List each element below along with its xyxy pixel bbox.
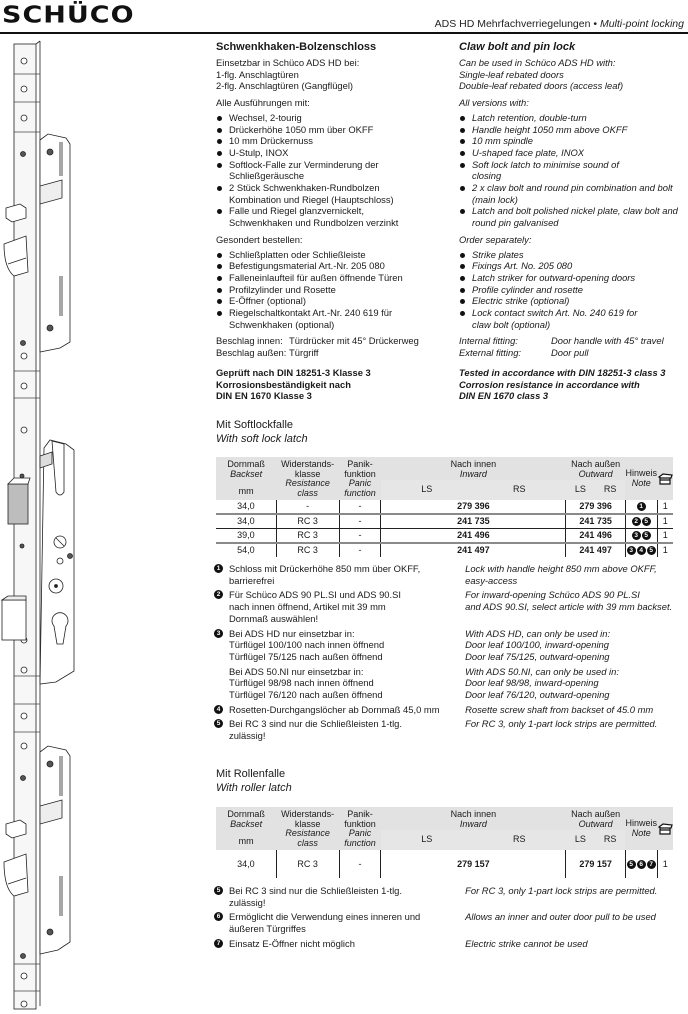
note-markers: 1	[625, 500, 657, 514]
col-package	[657, 457, 673, 500]
table-row: 34,0 - - 279 396 279 396 1 1	[216, 500, 673, 514]
versions-heading-en: All versions with:	[459, 97, 529, 109]
article-number-outward: 279 396	[566, 500, 626, 514]
note-markers: 3 5	[625, 529, 657, 544]
package-box-icon	[657, 823, 673, 835]
note-4: 4 Rosetten-Durchgangslöcher ab Dornmaß 45,0 mm Rosette screw shaft from backset of 45.0 mm	[216, 704, 676, 716]
article-number-outward: 241 497	[566, 543, 626, 557]
note-markers: 3 4 5	[625, 543, 657, 557]
note-5: 5 Bei RC 3 sind nur die Schließleisten 1-tlg. zulässig! For RC 3, only 1-part lock strips are permitted.	[216, 885, 676, 908]
table-row: 34,0 RC 3 - 279 157 279 157 5 6 7 1	[216, 850, 673, 878]
col-inward: Nach innen Inward	[381, 457, 566, 480]
header-title-en: Multi-point locking	[599, 18, 684, 30]
softlock-article-table: Dornmaß Backset mm Widerstands- klasse Resistance class Panik- funktion Panic function Nach innen Inward Nach außen Outward Hinweis Note LS RS LS RS 34,0 - - 279 396 279 396 1 1 34,0 RC 3 - 241 735 241 735 2 5 1 39,0 RC 3 - 241 496 241 496 3 5 1 54,0 RC 3 - 241 497 241 497 3 4 5 1	[216, 457, 673, 557]
softlock-section-heading: Mit Softlockfalle With soft lock latch	[216, 419, 308, 445]
col-resistance: Widerstands- klasse Resistance class	[276, 457, 339, 500]
versions-list-de: Wechsel, 2-tourig Drückerhöhe 1050 mm über OKFF 10 mm Drückernuss U-Stulp, INOX Softlock-Falle zur Verminderung der Schließgeräusche 2 Stück Schwenkhaken-Rundbolzen Kombination und Riegel (Hauptschloss) Falle und Riegel glanzvernickelt, Schwenkhaken und Rundbolzen verzinkt	[216, 112, 450, 229]
roller-article-table: Dornmaß Backset mm Widerstands- klasse Resistance class Panik- funktion Panic function Nach innen Inward Nach außen Outward Hinweis Note LS RS LS RS 34,0 RC 3 - 279 157 279 157 5 6 7 1	[216, 807, 673, 878]
note-7: 7 Einsatz E-Öffner nicht möglich Electric strike cannot be used	[216, 938, 676, 950]
schueco-logo: SCHÜCO	[2, 2, 135, 29]
roller-section-heading: Mit Rollenfalle With roller latch	[216, 768, 292, 794]
note-1: 1 Schloss mit Drückerhöhe 850 mm über OKFF, barrierefrei Lock with handle height 850 mm above OKFF, easy-access	[216, 563, 676, 586]
package-box-icon	[657, 473, 673, 485]
col-resistance: Widerstands- klasse Resistance class	[276, 807, 339, 850]
product-title-en: Claw bolt and pin lock	[459, 41, 576, 53]
softlock-notes	[216, 563, 676, 745]
article-number-inward: 241 497	[381, 543, 566, 557]
note-markers: 5 6 7	[625, 850, 657, 878]
page-header-title: ADS HD Mehrfachverriegelungen • Multi-point locking	[434, 18, 684, 30]
multi-point-lock-drawing-icon	[0, 36, 110, 1014]
product-description-en: Claw bolt and pin lock Can be used in Schüco ADS HD with: Single-leaf rebated doors Double-leaf rebated doors (access leaf) All versions with: Latch retention, double-turn Handle height 1050 mm above OKFF 10 mm spindle U-shaped face plate, INOX Soft lock latch to minimise sound of closing 2 x claw bolt and round pin combination and bolt (main lock) Latch and bolt polished nickel plate, claw bolt and round pin galvanised Order separately: Strike plates Fixings Art. No. 205 080 Latch striker for outward-opening doors Profile cylinder and rosette Electric strike (optional) Lock contact switch Art. No. 240 619 for claw bolt (optional) Internal fitting: Door handle with 45° travel External fitting: Door pull Tested in accordance with DIN 18251-3 class 3 Corrosion resistance in accordance with DIN EN 1670 class 3	[459, 41, 684, 402]
table-row: 54,0 RC 3 - 241 497 241 497 3 4 5 1	[216, 543, 673, 557]
roller-notes	[216, 885, 676, 953]
versions-list-en: Latch retention, double-turn Handle height 1050 mm above OKFF 10 mm spindle U-shaped face plate, INOX Soft lock latch to minimise sound of closing 2 x claw bolt and round pin combination and bolt (main lock) Latch and bolt polished nickel plate, claw bolt and round pin galvanised	[459, 112, 684, 229]
article-number-inward: 279 396	[381, 500, 566, 514]
article-number-inward: 279 157	[381, 850, 566, 878]
product-description-de: Schwenkhaken-Bolzenschloss Einsetzbar in Schüco ADS HD bei: 1-flg. Anschlagtüren 2-flg. Anschlagtüren (Gangflügel) Alle Ausführungen mit: Wechsel, 2-tourig Drückerhöhe 1050 mm über OKFF 10 mm Drückernuss U-Stulp, INOX Softlock-Falle zur Verminderung der Schließgeräusche 2 Stück Schwenkhaken-Rundbolzen Kombination und Riegel (Hauptschloss) Falle und Riegel glanzvernickelt, Schwenkhaken und Rundbolzen verzinkt Gesondert bestellen: Schließplatten oder Schließleiste Befestigungsmaterial Art.-Nr. 205 080 Falleneinlaufteil für außen öffnende Türen Profilzylinder und Rosette E-Öffner (optional) Riegelschaltkontakt Art.-Nr. 240 619 für Schwenkhaken (optional) Beschlag innen: Türdrücker mit 45° Drückerweg Beschlag außen: Türgriff Geprüft nach DIN 18251-3 Klasse 3 Korrosionsbeständigkeit nach DIN EN 1670 Klasse 3	[216, 41, 450, 402]
article-number-outward: 241 735	[566, 514, 626, 529]
col-backset: Dornmaß Backset mm	[216, 807, 276, 850]
note-5: 5 Bei RC 3 sind nur die Schließleisten 1-tlg. zulässig! For RC 3, only 1-part lock strips are permitted.	[216, 718, 676, 741]
product-title-de: Schwenkhaken-Bolzenschloss	[216, 41, 377, 53]
versions-heading-de: Alle Ausführungen mit:	[216, 97, 310, 109]
col-note: Hinweis Note	[625, 807, 657, 850]
col-inward: Nach innen Inward	[381, 807, 566, 830]
note-markers: 2 5	[625, 514, 657, 529]
col-package	[657, 807, 673, 850]
note-3: 3 Bei ADS HD nur einsetzbar in: Türflügel 100/100 nach innen öffnend Türflügel 75/125 nach außen öffnend With ADS HD, can only be used in: Door leaf 100/100, inward-opening Door leaf 75/125, outward-opening	[216, 628, 676, 663]
col-note: Hinweis Note	[625, 457, 657, 500]
article-number-outward: 241 496	[566, 529, 626, 544]
note-2: 2 Für Schüco ADS 90 PL.SI und ADS 90.SI nach innen öffnend, Artikel mit 39 mm Dornmaß auswählen! For inward-opening Schüco ADS 90 PL.SI and ADS 90.SI, select article with 39 mm backset.	[216, 589, 676, 624]
col-outward: Nach außen Outward	[566, 807, 626, 830]
article-number-inward: 241 496	[381, 529, 566, 544]
col-panic: Panik- funktion Panic function	[339, 807, 381, 850]
article-number-outward: 279 157	[566, 850, 626, 878]
table-row: 39,0 RC 3 - 241 496 241 496 3 5 1	[216, 529, 673, 544]
col-panic: Panik- funktion Panic function	[339, 457, 381, 500]
col-backset: Dornmaß Backset mm	[216, 457, 276, 500]
order-heading-de: Gesondert bestellen:	[216, 233, 303, 245]
header-rule	[0, 32, 688, 34]
order-heading-en: Order separately:	[459, 233, 532, 245]
header-title-de: ADS HD Mehrfachverriegelungen	[434, 18, 591, 30]
note-3-ads50: Bei ADS 50.NI nur einsetzbar in: Türflügel 98/98 nach innen öffnend Türflügel 76/120 nach außen öffnend With ADS 50.NI, can only be used in: Door leaf 98/98, inward-opening Door leaf 76/120, outward-opening	[229, 665, 619, 701]
note-6: 6 Ermöglicht die Verwendung eines inneren und äußeren Türgriffes Allows an inner and outer door pull to be used	[216, 911, 676, 934]
order-list-de: Schließplatten oder Schließleiste Befestigungsmaterial Art.-Nr. 205 080 Falleneinlaufteil für außen öffnende Türen Profilzylinder und Rosette E-Öffner (optional) Riegelschaltkontakt Art.-Nr. 240 619 für Schwenkhaken (optional)	[216, 249, 450, 331]
order-list-en: Strike plates Fixings Art. No. 205 080 Latch striker for outward-opening doors Profile cylinder and rosette Electric strike (optional) Lock contact switch Art. No. 240 619 for claw bolt (optional)	[459, 249, 684, 331]
col-outward: Nach außen Outward	[566, 457, 626, 480]
article-number-inward: 241 735	[381, 514, 566, 529]
table-row: 34,0 RC 3 - 241 735 241 735 2 5 1	[216, 514, 673, 529]
